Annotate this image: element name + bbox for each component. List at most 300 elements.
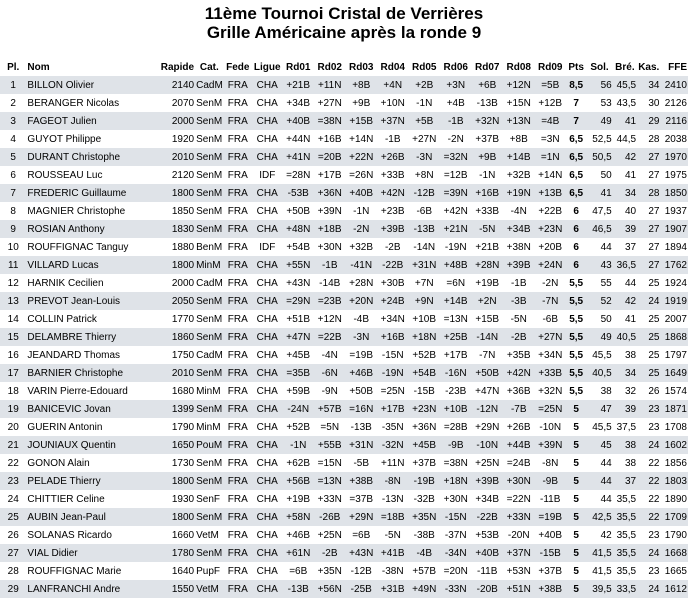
cell-ligue: CHA <box>252 328 282 346</box>
cell-ffe: 1649 <box>660 364 688 382</box>
cell-kashdan: 25 <box>637 274 660 292</box>
cell-rd04: -32N <box>377 436 409 454</box>
cell-points: 5,5 <box>566 364 586 382</box>
cell-category: SenM <box>195 184 223 202</box>
cell-rd06: +30N <box>440 490 472 508</box>
cell-kashdan: 25 <box>637 328 660 346</box>
cell-rd06: =20N <box>440 562 472 580</box>
cell-fede: FRA <box>224 490 252 508</box>
cell-fede: FRA <box>224 202 252 220</box>
cell-kashdan: 24 <box>637 580 660 598</box>
cell-category: SenM <box>195 364 223 382</box>
cell-ligue: IDF <box>252 166 282 184</box>
cell-rapide: 1850 <box>150 202 195 220</box>
cell-ffe: 2116 <box>660 112 688 130</box>
cell-rd09: =19B <box>534 508 566 526</box>
cell-rd01: -13B <box>282 580 314 598</box>
cell-kashdan: 22 <box>637 472 660 490</box>
cell-category: MinM <box>195 382 223 400</box>
cell-rd07: -1N <box>471 166 503 184</box>
cell-place: 28 <box>0 562 26 580</box>
cell-rd02: -6N <box>314 364 346 382</box>
cell-ligue: CHA <box>252 418 282 436</box>
cell-ffe: 1803 <box>660 472 688 490</box>
cell-brechet: 41 <box>613 166 637 184</box>
cell-name: DELAMBRE Thierry <box>26 328 150 346</box>
cell-rd04: +41B <box>377 544 409 562</box>
cell-ligue: CHA <box>252 148 282 166</box>
cell-rd03: -1N <box>345 202 377 220</box>
cell-rd03: =16N <box>345 400 377 418</box>
cell-rd04: +34N <box>377 310 409 328</box>
cell-rd08: -5N <box>503 310 535 328</box>
cell-rd09: +38B <box>534 580 566 598</box>
cell-points: 6,5 <box>566 166 586 184</box>
cell-rapide: 2000 <box>150 112 195 130</box>
cell-brechet: 35,5 <box>613 490 637 508</box>
cell-ligue: CHA <box>252 310 282 328</box>
cell-rd05: -38B <box>408 526 440 544</box>
cell-rd08: +51N <box>503 580 535 598</box>
cell-fede: FRA <box>224 238 252 256</box>
cell-solkoff: 47 <box>586 400 612 418</box>
cell-rd04: +17B <box>377 400 409 418</box>
cell-name: BERANGER Nicolas <box>26 94 150 112</box>
cell-rd01: +34B <box>282 94 314 112</box>
table-row <box>0 562 688 580</box>
cell-kashdan: 34 <box>637 76 660 94</box>
cell-rd07: -22B <box>471 508 503 526</box>
cell-points: 5 <box>566 490 586 508</box>
cell-rd04: +10N <box>377 94 409 112</box>
cell-kashdan: 27 <box>637 256 660 274</box>
table-row <box>0 184 688 202</box>
cell-rd01: +40B <box>282 112 314 130</box>
cell-place: 22 <box>0 454 26 472</box>
cell-rd05: -4B <box>408 544 440 562</box>
cell-brechet: 38 <box>613 454 637 472</box>
cell-rd06: +14B <box>440 292 472 310</box>
cell-points: 5,5 <box>566 346 586 364</box>
cell-fede: FRA <box>224 220 252 238</box>
cell-rd08: +26B <box>503 418 535 436</box>
cell-rapide: 1860 <box>150 328 195 346</box>
cell-rd08: +37N <box>503 544 535 562</box>
cell-brechet: 44 <box>613 274 637 292</box>
cell-rd07: +15B <box>471 310 503 328</box>
cell-rapide: 1680 <box>150 382 195 400</box>
cell-rd03: -4B <box>345 310 377 328</box>
table-row <box>0 148 688 166</box>
cell-rd06: +3N <box>440 76 472 94</box>
cell-fede: FRA <box>224 472 252 490</box>
cell-category: SenM <box>195 292 223 310</box>
cell-rd06: =6N <box>440 274 472 292</box>
cell-rd08: =24B <box>503 454 535 472</box>
cell-place: 9 <box>0 220 26 238</box>
cell-rapide: 1800 <box>150 472 195 490</box>
cell-rd07: +29N <box>471 418 503 436</box>
cell-rd05: +2B <box>408 76 440 94</box>
cell-kashdan: 23 <box>637 526 660 544</box>
cell-kashdan: 27 <box>637 166 660 184</box>
cell-points: 5 <box>566 580 586 598</box>
cell-rd06: =12B <box>440 166 472 184</box>
cell-rd07: +37B <box>471 130 503 148</box>
cell-kashdan: 24 <box>637 292 660 310</box>
cell-rd09: +27N <box>534 328 566 346</box>
cell-rapide: 2010 <box>150 364 195 382</box>
cell-rapide: 1880 <box>150 238 195 256</box>
cell-points: 7 <box>566 112 586 130</box>
cell-points: 7 <box>566 94 586 112</box>
cell-rd09: +12B <box>534 94 566 112</box>
cell-name: DURANT Christophe <box>26 148 150 166</box>
cell-rd05: -32B <box>408 490 440 508</box>
cell-points: 5,5 <box>566 310 586 328</box>
cell-rd07: -20B <box>471 580 503 598</box>
cell-place: 1 <box>0 76 26 94</box>
cell-brechet: 39 <box>613 220 637 238</box>
cell-rd09: +33B <box>534 364 566 382</box>
cell-rd06: =39N <box>440 184 472 202</box>
cell-ffe: 1894 <box>660 238 688 256</box>
cell-rd07: +21B <box>471 238 503 256</box>
cell-rd02: =13N <box>314 472 346 490</box>
cell-rd02: =22B <box>314 328 346 346</box>
cell-brechet: 42 <box>613 148 637 166</box>
cell-category: SenM <box>195 148 223 166</box>
cell-rd08: =22N <box>503 490 535 508</box>
cell-kashdan: 22 <box>637 490 660 508</box>
cell-rd06: +17B <box>440 346 472 364</box>
cell-rd05: +18N <box>408 328 440 346</box>
cell-place: 29 <box>0 580 26 598</box>
header-brechet: Bré. <box>615 61 635 73</box>
cell-category: SenM <box>195 472 223 490</box>
cell-rd05: +8N <box>408 166 440 184</box>
cell-rd07: -14N <box>471 328 503 346</box>
cell-rd01: +46B <box>282 526 314 544</box>
cell-rd08: +14B <box>503 148 535 166</box>
cell-rd01: +61N <box>282 544 314 562</box>
cell-rd05: -13B <box>408 220 440 238</box>
cell-rd03: +15B <box>345 112 377 130</box>
header-fede: Fede <box>226 61 250 73</box>
table-body <box>0 76 688 598</box>
cell-name: GUERIN Antonin <box>26 418 150 436</box>
cell-rd01: +45B <box>282 346 314 364</box>
cell-rd08: -3B <box>503 292 535 310</box>
cell-rd05: -15B <box>408 382 440 400</box>
cell-ffe: 1668 <box>660 544 688 562</box>
cell-ligue: IDF <box>252 238 282 256</box>
cell-solkoff: 44 <box>586 490 612 508</box>
cell-rd06: =38N <box>440 454 472 472</box>
cell-brechet: 41 <box>613 310 637 328</box>
cell-rd04: -8N <box>377 472 409 490</box>
cell-ligue: CHA <box>252 454 282 472</box>
cell-solkoff: 44 <box>586 454 612 472</box>
cell-ligue: CHA <box>252 526 282 544</box>
header-points: Pts <box>568 61 584 73</box>
cell-rd09: +40B <box>534 526 566 544</box>
cell-rd09: +14N <box>534 166 566 184</box>
cell-rd04: -1B <box>377 130 409 148</box>
cell-rd01: +19B <box>282 490 314 508</box>
cell-solkoff: 55 <box>586 274 612 292</box>
cell-brechet: 36,5 <box>613 256 637 274</box>
cell-rd03: =19B <box>345 346 377 364</box>
cell-rd05: +35N <box>408 508 440 526</box>
cell-rd01: -24N <box>282 400 314 418</box>
cell-rd06: -19N <box>440 238 472 256</box>
cell-rd05: -6B <box>408 202 440 220</box>
header-rapide: Rapide <box>160 61 195 73</box>
cell-rd01: +43N <box>282 274 314 292</box>
cell-kashdan: 27 <box>637 220 660 238</box>
cell-ligue: CHA <box>252 562 282 580</box>
table-row <box>0 202 688 220</box>
cell-rd08: -7B <box>503 400 535 418</box>
cell-fede: FRA <box>224 148 252 166</box>
cell-rd06: -34N <box>440 544 472 562</box>
cell-solkoff: 44 <box>586 238 612 256</box>
cell-rd01: +54B <box>282 238 314 256</box>
cell-name: LANFRANCHI Andre <box>26 580 150 598</box>
cell-rd02: -4N <box>314 346 346 364</box>
cell-rd09: =5B <box>534 76 566 94</box>
cell-name: ROSIAN Anthony <box>26 220 150 238</box>
cell-rd05: +45B <box>408 436 440 454</box>
cell-rd08: +30N <box>503 472 535 490</box>
cell-rd09: +23N <box>534 220 566 238</box>
cell-category: PouM <box>195 436 223 454</box>
cell-rapide: 2070 <box>150 94 195 112</box>
cell-brechet: 35,5 <box>613 562 637 580</box>
cell-points: 5,5 <box>566 382 586 400</box>
cell-rd01: +47N <box>282 328 314 346</box>
cell-brechet: 37,5 <box>613 418 637 436</box>
cell-rapide: 2000 <box>150 274 195 292</box>
cell-solkoff: 45,5 <box>586 346 612 364</box>
cell-name: FAGEOT Julien <box>26 112 150 130</box>
cell-rd05: -14N <box>408 238 440 256</box>
cell-rd05: +10B <box>408 310 440 328</box>
cell-fede: FRA <box>224 580 252 598</box>
cell-ffe: 2126 <box>660 94 688 112</box>
cell-solkoff: 56 <box>586 76 612 94</box>
table-row <box>0 418 688 436</box>
cell-brechet: 38 <box>613 436 637 454</box>
cell-solkoff: 50 <box>586 310 612 328</box>
table-row <box>0 166 688 184</box>
cell-ffe: 1907 <box>660 220 688 238</box>
header-ligue: Ligue <box>253 61 281 73</box>
cell-place: 23 <box>0 472 26 490</box>
cell-brechet: 32 <box>613 382 637 400</box>
table-row <box>0 220 688 238</box>
cell-place: 2 <box>0 94 26 112</box>
cell-rd01: +62B <box>282 454 314 472</box>
cell-rd08: -1B <box>503 274 535 292</box>
cell-rd05: +37B <box>408 454 440 472</box>
cell-place: 14 <box>0 310 26 328</box>
cell-place: 25 <box>0 508 26 526</box>
cell-category: SenM <box>195 544 223 562</box>
header-solkoff: Sol. <box>590 61 609 73</box>
cell-points: 5 <box>566 562 586 580</box>
cell-points: 5 <box>566 454 586 472</box>
cell-ffe: 1937 <box>660 202 688 220</box>
cell-rd02: +36N <box>314 184 346 202</box>
cell-rd09: +20B <box>534 238 566 256</box>
cell-name: BANICEVIC Jovan <box>26 400 150 418</box>
cell-rd02: +39N <box>314 202 346 220</box>
cell-place: 20 <box>0 418 26 436</box>
cell-rd01: +56B <box>282 472 314 490</box>
table-row <box>0 382 688 400</box>
cell-brechet: 37 <box>613 238 637 256</box>
cell-name: JEANDARD Thomas <box>26 346 150 364</box>
cell-rd05: +54B <box>408 364 440 382</box>
table-row <box>0 436 688 454</box>
cell-rapide: 1650 <box>150 436 195 454</box>
header-category: Cat. <box>199 61 219 73</box>
cell-solkoff: 40,5 <box>586 364 612 382</box>
cell-brechet: 35,5 <box>613 526 637 544</box>
cell-rd02: +25N <box>314 526 346 544</box>
cell-rd05: -1N <box>408 94 440 112</box>
cell-ffe: 1856 <box>660 454 688 472</box>
cell-fede: FRA <box>224 544 252 562</box>
cell-fede: FRA <box>224 94 252 112</box>
cell-rapide: 1750 <box>150 346 195 364</box>
cell-place: 11 <box>0 256 26 274</box>
cell-ffe: 1612 <box>660 580 688 598</box>
cell-ligue: CHA <box>252 400 282 418</box>
cell-rapide: 1730 <box>150 454 195 472</box>
cell-ffe: 2410 <box>660 76 688 94</box>
cell-solkoff: 43 <box>586 256 612 274</box>
table-row <box>0 310 688 328</box>
cell-rd04: +37N <box>377 112 409 130</box>
cell-ffe: 1871 <box>660 400 688 418</box>
cell-ligue: CHA <box>252 130 282 148</box>
cell-place: 17 <box>0 364 26 382</box>
cell-fede: FRA <box>224 454 252 472</box>
cell-rd04: -19N <box>377 364 409 382</box>
cell-rd02: =15N <box>314 454 346 472</box>
cell-rapide: 1770 <box>150 310 195 328</box>
cell-rd05: +31N <box>408 256 440 274</box>
cell-brechet: 44,5 <box>613 130 637 148</box>
cell-rd09: -10N <box>534 418 566 436</box>
cell-points: 8,5 <box>566 76 586 94</box>
table-row <box>0 238 688 256</box>
cell-rd05: +57B <box>408 562 440 580</box>
cell-rd01: +41N <box>282 148 314 166</box>
cell-rd02: -26B <box>314 508 346 526</box>
cell-rd03: +29N <box>345 508 377 526</box>
cell-rd07: +53B <box>471 526 503 544</box>
cell-name: SOLANAS Ricardo <box>26 526 150 544</box>
cell-rd01: +55N <box>282 256 314 274</box>
cell-rd04: =25N <box>377 382 409 400</box>
cell-category: SenM <box>195 94 223 112</box>
cell-kashdan: 23 <box>637 400 660 418</box>
cell-fede: FRA <box>224 76 252 94</box>
cell-rd01: +21B <box>282 76 314 94</box>
cell-rd02: +17B <box>314 166 346 184</box>
cell-name: ROUFFIGNAC Tanguy <box>26 238 150 256</box>
cell-rd01: +52B <box>282 418 314 436</box>
cell-kashdan: 29 <box>637 112 660 130</box>
cell-solkoff: 39,5 <box>586 580 612 598</box>
cell-rd02: +12N <box>314 310 346 328</box>
cell-rd03: -25B <box>345 580 377 598</box>
cell-solkoff: 42 <box>586 526 612 544</box>
cell-name: COLLIN Patrick <box>26 310 150 328</box>
cell-rd04: +16B <box>377 328 409 346</box>
cell-fede: FRA <box>224 112 252 130</box>
cell-rd04: -15N <box>377 346 409 364</box>
cell-fede: FRA <box>224 562 252 580</box>
cell-rd08: -20N <box>503 526 535 544</box>
cell-rd03: +9B <box>345 94 377 112</box>
cell-rd05: +36N <box>408 418 440 436</box>
cell-fede: FRA <box>224 310 252 328</box>
cell-solkoff: 50,5 <box>586 148 612 166</box>
cell-rd09: +34N <box>534 346 566 364</box>
cell-kashdan: 28 <box>637 130 660 148</box>
cell-brechet: 35,5 <box>613 508 637 526</box>
header-rd09: Rd09 <box>538 61 563 73</box>
cell-rd03: -2N <box>345 220 377 238</box>
cell-rd05: -12B <box>408 184 440 202</box>
table-row <box>0 274 688 292</box>
cell-place: 6 <box>0 166 26 184</box>
cell-rd03: -41N <box>345 256 377 274</box>
cell-rd08: +36B <box>503 382 535 400</box>
cell-rd09: +32N <box>534 382 566 400</box>
cell-rd07: +32N <box>471 112 503 130</box>
cell-category: MinM <box>195 256 223 274</box>
cell-place: 15 <box>0 328 26 346</box>
cell-rd06: +18N <box>440 472 472 490</box>
cell-rd01: =28N <box>282 166 314 184</box>
cell-rd06: =28B <box>440 418 472 436</box>
cell-place: 5 <box>0 148 26 166</box>
cell-kashdan: 28 <box>637 184 660 202</box>
cell-ligue: CHA <box>252 202 282 220</box>
cell-fede: FRA <box>224 382 252 400</box>
cell-rapide: 1800 <box>150 256 195 274</box>
cell-rd01: -1N <box>282 436 314 454</box>
cell-brechet: 40 <box>613 202 637 220</box>
cell-points: 6,5 <box>566 130 586 148</box>
cell-category: CadM <box>195 76 223 94</box>
table-row <box>0 130 688 148</box>
cell-kashdan: 22 <box>637 454 660 472</box>
cell-ffe: 1850 <box>660 184 688 202</box>
header-kashdan: Kas. <box>638 61 660 73</box>
cell-rd07: -10N <box>471 436 503 454</box>
cell-place: 16 <box>0 346 26 364</box>
cell-ligue: CHA <box>252 220 282 238</box>
cell-rd06: -16N <box>440 364 472 382</box>
cell-rd08: +13N <box>503 112 535 130</box>
